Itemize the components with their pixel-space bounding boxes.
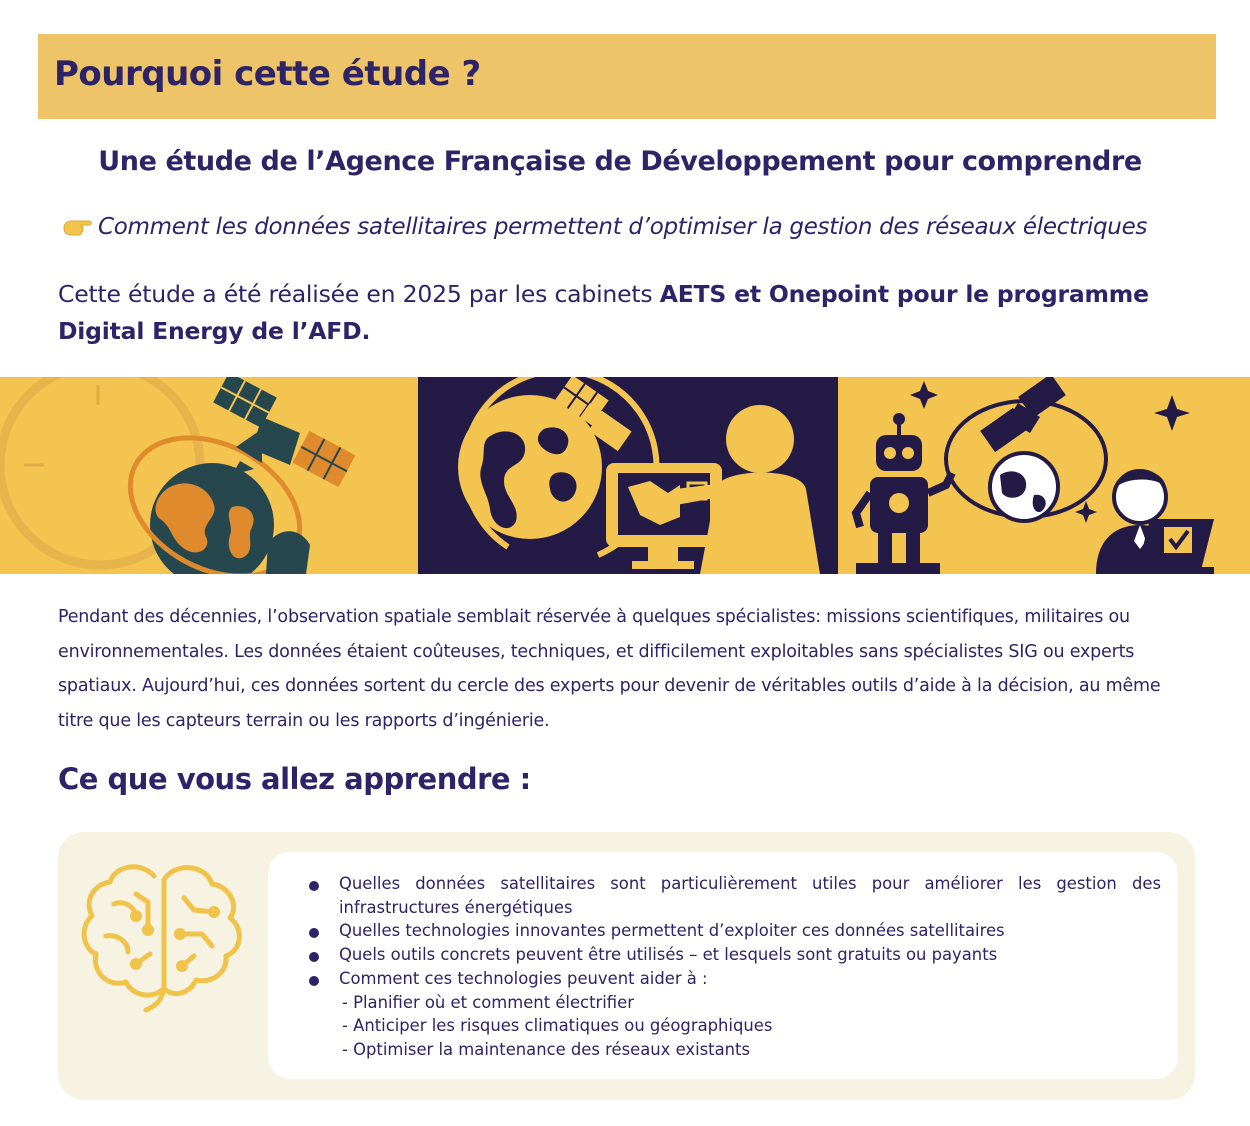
learn-list [306,872,1161,1062]
sub-item: - Optimiser la maintenance des réseaux existants [342,1039,750,1059]
learn-heading: Ce que vous allez apprendre : [58,762,531,796]
list-item: Quelles technologies innovantes permettent d’exploiter ces données satellitaires [306,919,1161,943]
person-analyzing-map-illustration [418,377,838,574]
learn-panel [58,832,1195,1100]
list-item: Quels outils concrets peuvent être utilisés – et lesquels sont gratuits ou payants [306,943,1161,967]
robot-satellite-engineer-illustration [838,377,1250,574]
sub-item: - Planifier où et comment électrifier [342,992,634,1012]
pointing-hand-icon [62,214,94,240]
page-title: Pourquoi cette étude ? [54,54,481,94]
brain-circuit-icon [76,854,252,1014]
intro-plain: Cette étude a été réalisée en 2025 par les cabinets [58,280,660,308]
list-item-text: Comment ces technologies peuvent aider à : [339,968,708,988]
intro-bold: AETS et Onepoint pour le programme Digital Energy de l’AFD. [58,280,1149,345]
illustration-banner [0,377,1250,574]
list-item [306,967,1161,1062]
subtitle: Une étude de l’Agence Française de Développement pour comprendre [98,146,1142,177]
key-question [62,214,1147,240]
key-question-text: Comment les données satellitaires permettent d’optimiser la gestion des réseaux électriques [98,214,1148,240]
intro-paragraph [58,276,1198,350]
body-paragraph: Pendant des décennies, l’observation spatiale semblait réservée à quelques spécialistes: missions scientifiques, militaires ou environnementales. Les données étaient coûteuses, techniques, et difficilement exploitables sans spécialistes SIG ou experts spatiaux. Aujourd’hui, ces données sortent du cercle des experts pour devenir de véritables outils d’aide à la décision, au même titre que les capteurs terrain ou les rapports d’ingénierie. [58,607,1161,731]
satellite-earth-illustration [0,377,418,574]
learn-list-card [268,852,1178,1079]
sub-item: - Anticiper les risques climatiques ou géographiques [342,1016,773,1036]
list-item: Quelles données satellitaires sont particulièrement utiles pour améliorer les gestion des infrastructures énergétiques [306,872,1161,919]
title-banner [38,34,1216,119]
